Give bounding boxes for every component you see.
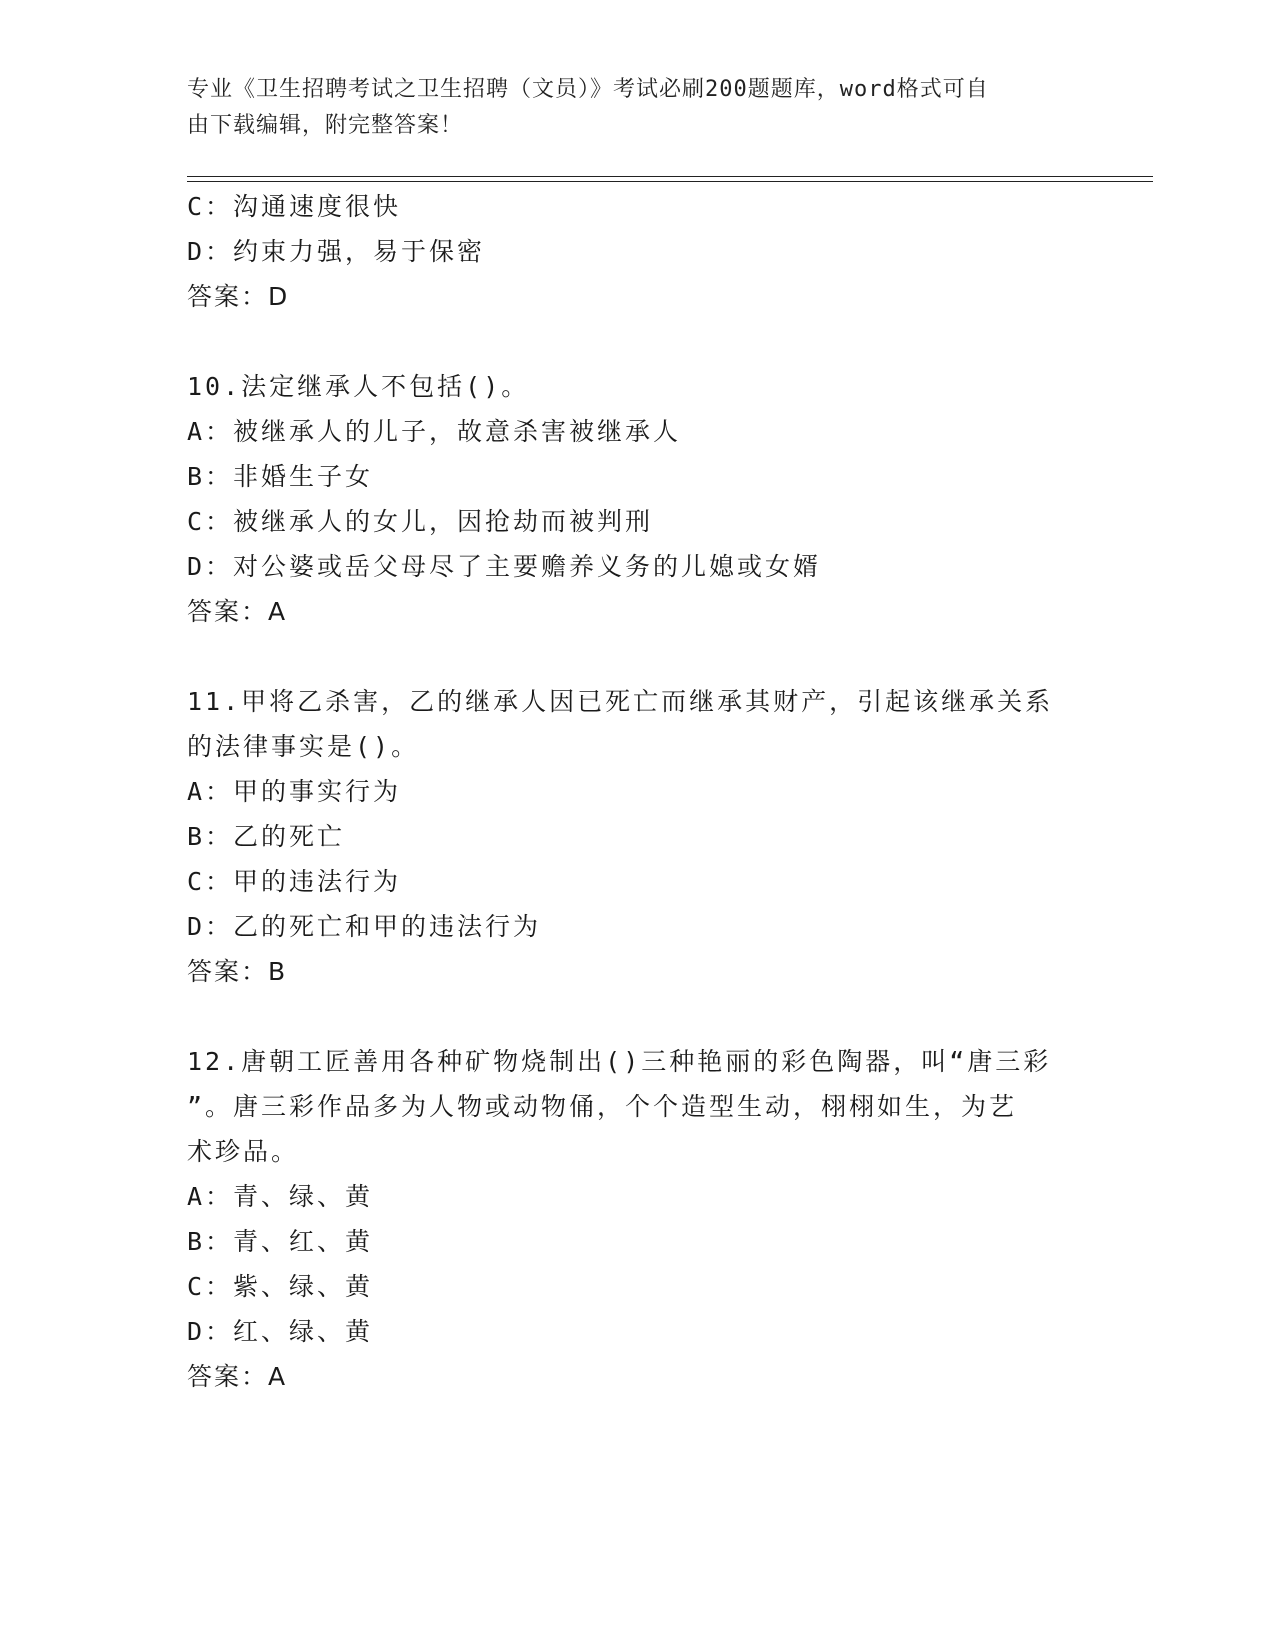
- q11-option-a: A：甲的事实行为: [187, 777, 402, 806]
- q11-answer: 答案：B: [187, 957, 288, 986]
- header-rule-top: [187, 176, 1153, 177]
- header-rule-bottom: [187, 181, 1153, 182]
- header-line-2: 由下载编辑，附完整答案！: [187, 113, 464, 138]
- q12-option-a: A：青、绿、黄: [187, 1182, 374, 1211]
- q10-option-a: A：被继承人的儿子，故意杀害被继承人: [187, 417, 682, 446]
- q11-option-c: C：甲的违法行为: [187, 867, 402, 896]
- q10-stem: 10.法定继承人不包括()。: [187, 372, 530, 401]
- q12-option-c: C：紫、绿、黄: [187, 1272, 374, 1301]
- q10-option-d: D：对公婆或岳父母尽了主要赡养义务的儿媳或女婿: [187, 552, 822, 581]
- q9-option-c: C：沟通速度很快: [187, 192, 402, 221]
- q10-option-c: C：被继承人的女儿，因抢劫而被判刑: [187, 507, 654, 536]
- q10-option-b: B：非婚生子女: [187, 462, 374, 491]
- q12-stem-line-2: ”。唐三彩作品多为人物或动物俑，个个造型生动，栩栩如生，为艺: [187, 1092, 1018, 1121]
- page-header: [187, 72, 1067, 144]
- q12-answer: 答案：A: [187, 1362, 288, 1391]
- q11-stem-line-2: 的法律事实是()。: [187, 732, 420, 761]
- q11-option-b: B：乙的死亡: [187, 822, 346, 851]
- q12-option-d: D：红、绿、黄: [187, 1317, 374, 1346]
- q11-option-d: D：乙的死亡和甲的违法行为: [187, 912, 542, 941]
- header-line-1: 专业《卫生招聘考试之卫生招聘（文员）》考试必刷200题题库，word格式可自: [187, 77, 989, 102]
- q9-option-d: D：约束力强，易于保密: [187, 237, 486, 266]
- q9-answer: 答案：D: [187, 282, 290, 311]
- q12-option-b: B：青、红、黄: [187, 1227, 374, 1256]
- q12-stem-line-3: 术珍品。: [187, 1137, 300, 1166]
- q11-stem-line-1: 11.甲将乙杀害，乙的继承人因已死亡而继承其财产，引起该继承关系: [187, 687, 1054, 716]
- q10-answer: 答案：A: [187, 597, 288, 626]
- q12-stem-line-1: 12.唐朝工匠善用各种矿物烧制出()三种艳丽的彩色陶器，叫“唐三彩: [187, 1047, 1052, 1076]
